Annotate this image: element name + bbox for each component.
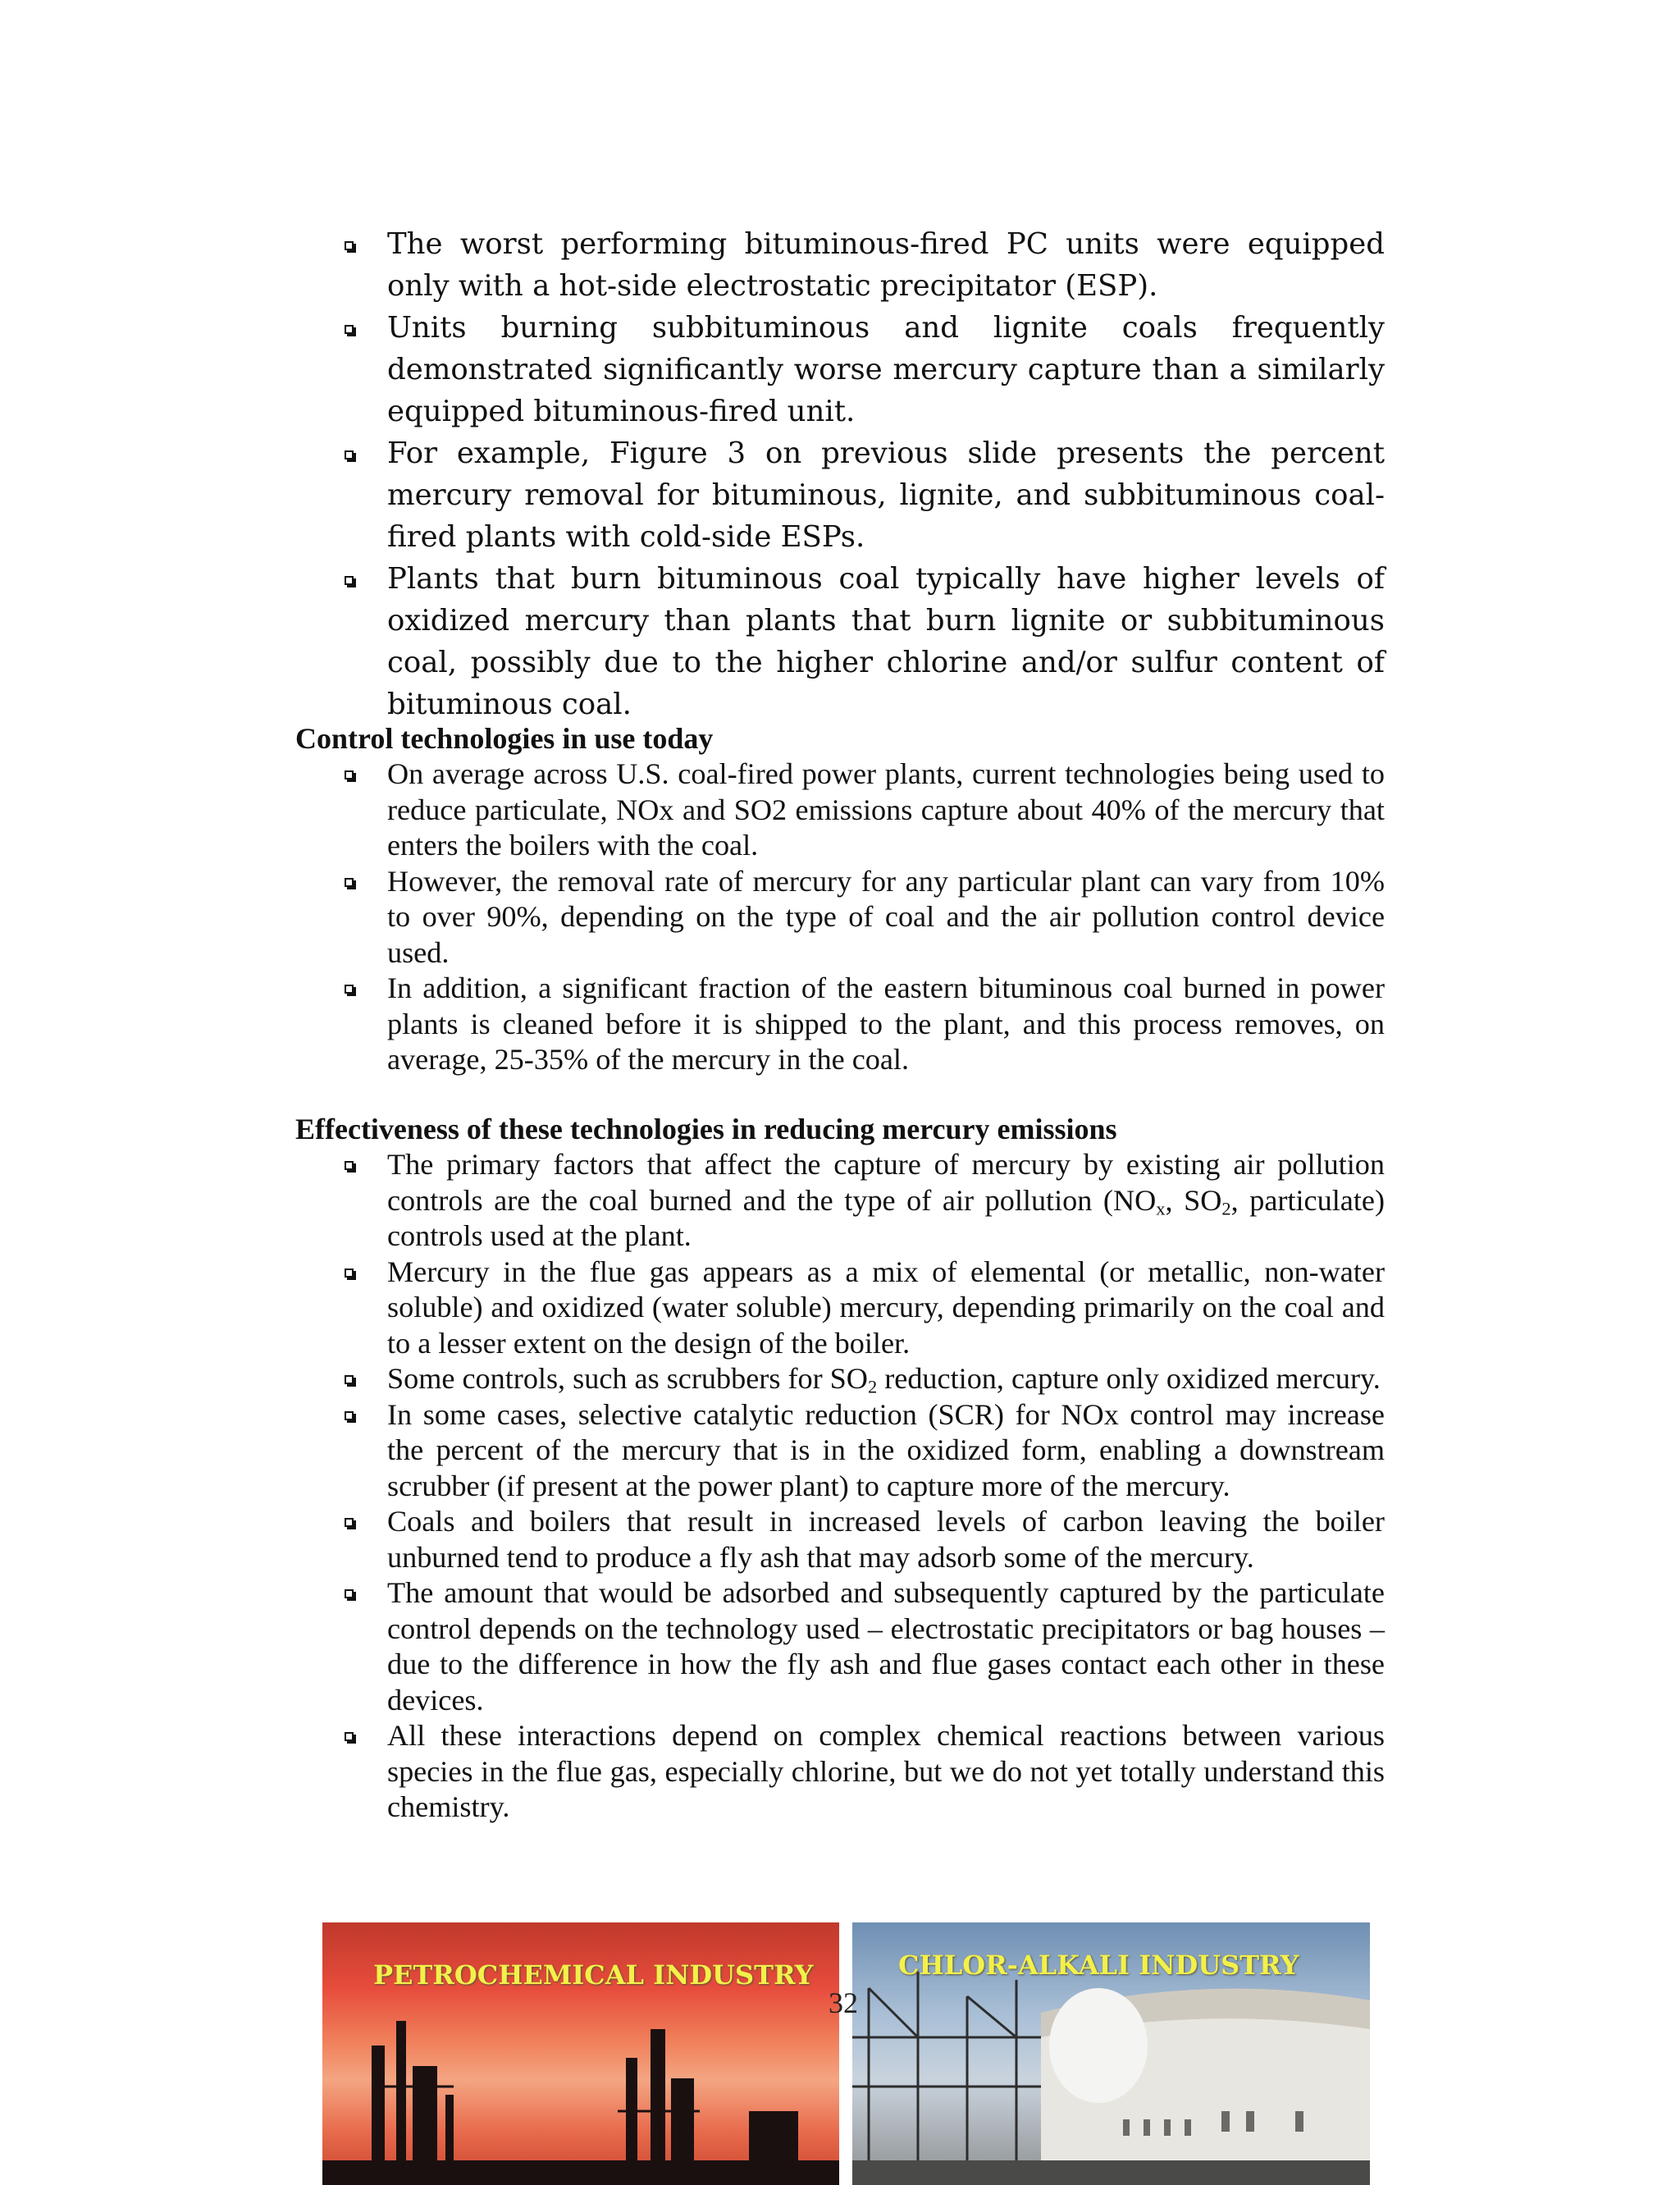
list-item: Coals and boilers that result in increased levels of carbon leaving the boiler unburned tend to produce a fly ash that may adsorb some of the mercury. xyxy=(387,1504,1385,1575)
list-item: The amount that would be adsorbed and subsequently captured by the particulate control depends on the technology used – electrostatic precipitators or bag houses – due to the difference in how the fly ash and flue gases contact each other in these devices. xyxy=(387,1575,1385,1718)
bullet-square-icon xyxy=(345,1732,354,1741)
section-heading-control-technologies: Control technologies in use today xyxy=(295,722,714,755)
bullet-square-icon xyxy=(345,770,354,779)
list-item: The worst performing bituminous-fired PC units were equipped only with a hot-side electrostatic precipitator (ESP). xyxy=(387,223,1385,307)
list-item: Some controls, such as scrubbers for $SO_2$ reduction, capture only oxidized mercury. xyxy=(387,1361,1385,1397)
list-item: In addition, a significant fraction of the eastern bituminous coal burned in power plants is cleaned before it is shipped to the plant, and this process removes, on average, 25-35% of the mercury in the coal. xyxy=(387,971,1385,1078)
bullet-square-icon xyxy=(345,878,354,887)
photo-caption: CHLOR-ALKALI INDUSTRY xyxy=(898,1950,1299,1981)
bullet-square-icon xyxy=(345,576,354,585)
bullet-square-icon xyxy=(345,325,354,334)
bullet-square-icon xyxy=(345,450,354,459)
list-item: The primary factors that affect the capture of mercury by existing air pollution controls are the coal burned and the type of air pollution ($NO_x$, $SO_2$, particulate) controls used at the plant. xyxy=(387,1147,1385,1255)
page-number: 32 xyxy=(829,1986,858,2019)
section-heading-effectiveness: Effectiveness of these technologies in reducing mercury emissions xyxy=(295,1113,1117,1145)
bullet-square-icon xyxy=(345,985,354,994)
list-item: Mercury in the flue gas appears as a mix of elemental (or metallic, non-water soluble) and oxidized (water soluble) mercury, depending primarily on the coal and to a lesser extent on the design of the boiler. xyxy=(387,1255,1385,1362)
photo-caption: PETROCHEMICAL INDUSTRY xyxy=(373,1959,814,1991)
petrochemical-industry-photo xyxy=(322,1922,839,2185)
list-item: On average across U.S. coal-fired power plants, current technologies being used to reduce particulate, NOx and SO2 emissions capture about 40% of the mercury that enters the boilers with the coal. xyxy=(387,757,1385,864)
list-item: Plants that burn bituminous coal typically have higher levels of oxidized mercury than plants that burn lignite or subbituminous coal, possibly due to the higher chlorine and/or sulfur content of bituminous coal. xyxy=(387,558,1385,725)
bullet-square-icon xyxy=(345,241,354,250)
bullet-square-icon xyxy=(345,1268,354,1278)
bullet-square-icon xyxy=(345,1375,354,1384)
intro-bullet-list xyxy=(387,223,1385,725)
control-technologies-list xyxy=(387,757,1385,1078)
list-item: For example, Figure 3 on previous slide presents the percent mercury removal for bituminous, lignite, and subbituminous coal-fired plants with cold-side ESPs. xyxy=(387,432,1385,558)
list-item: All these interactions depend on complex chemical reactions between various species in the flue gas, especially chlorine, but we do not yet totally understand this chemistry. xyxy=(387,1718,1385,1826)
chlor-alkali-industry-photo xyxy=(852,1922,1370,2185)
bullet-square-icon xyxy=(345,1161,354,1170)
bullet-square-icon xyxy=(345,1411,354,1420)
bullet-square-icon xyxy=(345,1589,354,1598)
list-item: However, the removal rate of mercury for any particular plant can vary from 10% to over 90%, depending on the type of coal and the air pollution control device used. xyxy=(387,864,1385,971)
list-item: Units burning subbituminous and lignite coals frequently demonstrated significantly worse mercury capture than a similarly equipped bituminous-fired unit. xyxy=(387,307,1385,432)
list-item: In some cases, selective catalytic reduction (SCR) for NOx control may increase the percent of the mercury that is in the oxidized form, enabling a downstream scrubber (if present at the power plant) to capture more of the mercury. xyxy=(387,1397,1385,1505)
effectiveness-list xyxy=(387,1147,1385,1826)
bullet-square-icon xyxy=(345,1518,354,1527)
